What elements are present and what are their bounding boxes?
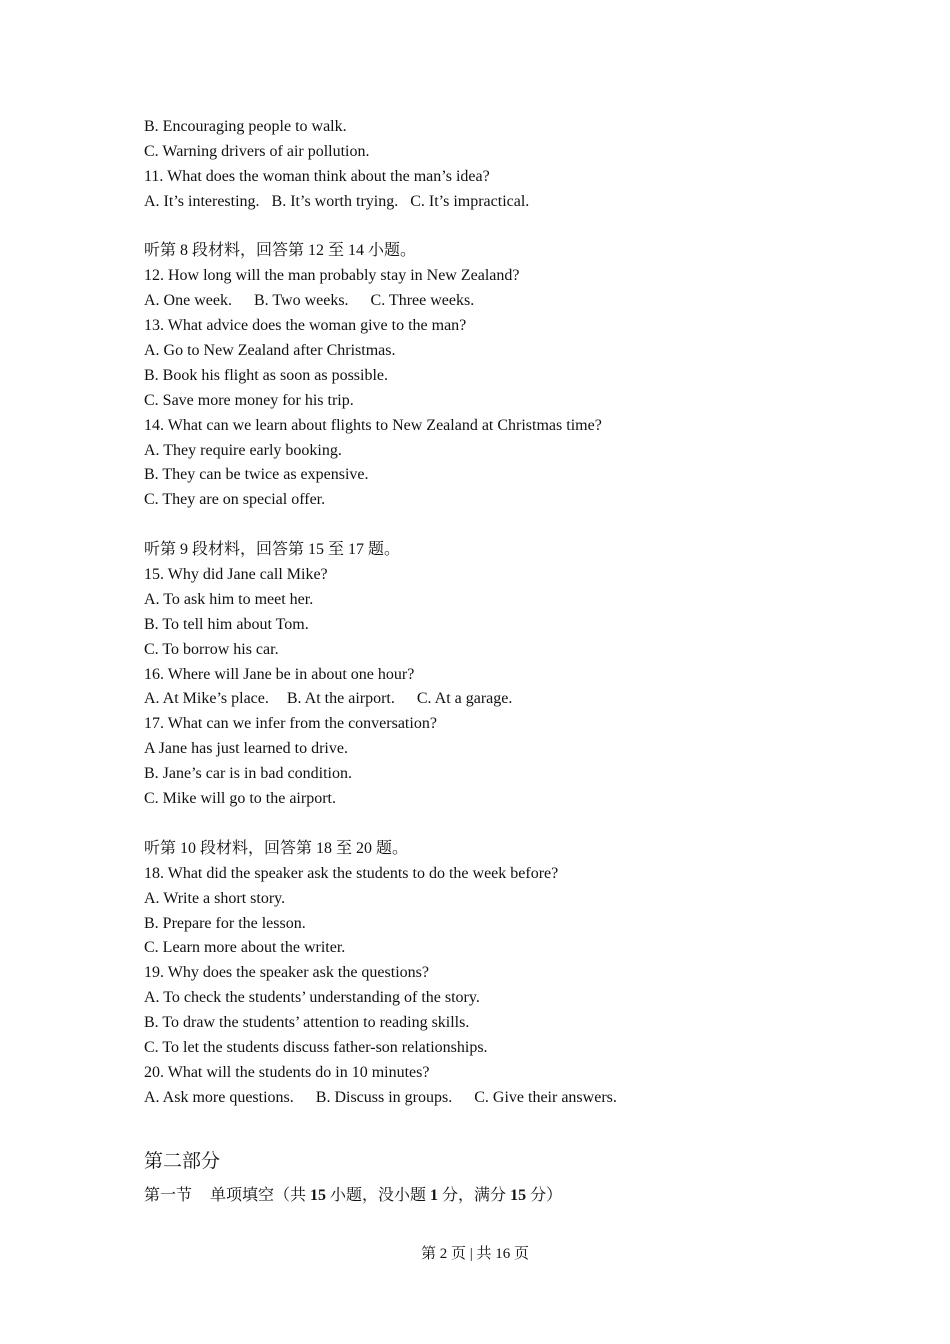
question-count: 15 [310,1186,327,1204]
section-text: 分，满分 [438,1186,511,1204]
section-header-10: 听第 10 段材料，回答第 18 至 20 题。 [144,839,409,857]
option-a: A. Write a short story. [144,889,286,907]
section-label: 第一节 [144,1186,193,1204]
option-a: A. Go to New Zealand after Christmas. [144,342,396,360]
option-c: C. To let the students discuss father-son relationships. [144,1038,488,1056]
options-12 [144,289,864,314]
option-b: B. Prepare for the lesson. [144,914,306,932]
points-each: 1 [430,1186,439,1204]
section-one-title [144,1184,864,1208]
option-a: A. One week. [144,292,232,310]
section-text: 分） [526,1186,563,1204]
option-a: A. To ask him to meet her. [144,590,314,608]
option-c: C. They are on special offer. [144,491,326,509]
question-17: 17. What can we infer from the conversation? [144,715,437,733]
section-header-9: 听第 9 段材料，回答第 15 至 17 题。 [144,541,401,559]
option-b: B. Two weeks. [253,292,349,310]
options-20 [144,1086,864,1111]
option-a: A. They require early booking. [144,441,342,459]
option-c: C. Three weeks. [370,292,475,310]
option-c: C. Learn more about the writer. [144,939,346,957]
option-a: A Jane has just learned to drive. [144,740,348,758]
document-body [144,115,864,1208]
option-b: B. To tell him about Tom. [144,615,309,633]
option-a: A. At Mike’s place. [144,690,269,708]
page-footer: 第 2 页 | 共 16 页 [420,1246,529,1262]
option-b: B. Discuss in groups. [315,1088,453,1106]
option-a: A. To check the students’ understanding of the story. [144,989,480,1007]
section-header-8: 听第 8 段材料，回答第 12 至 14 小题。 [144,242,417,260]
option-c: C. Give their answers. [474,1088,617,1106]
option-c: C. To borrow his car. [144,640,279,658]
question-13: 13. What advice does the woman give to the man? [144,317,467,335]
option-c: C. Mike will go to the airport. [144,790,336,808]
options-16 [144,687,864,712]
option-b: B. Jane’s car is in bad condition. [144,765,352,783]
question-12: 12. How long will the man probably stay in New Zealand? [144,267,520,285]
option-line: B. Encouraging people to walk. [144,118,347,135]
option-line: C. Warning drivers of air pollution. [144,142,370,160]
option-b: B. Book his flight as soon as possible. [144,366,389,384]
option-a: A. Ask more questions. [144,1088,294,1106]
options-11 [144,190,864,215]
part-two-title: 第二部分 [144,1150,221,1172]
question-11: 11. What does the woman think about the man’s idea? [144,167,490,185]
option-c: C. It’s impractical. [410,192,530,210]
option-b: B. At the airport. [286,690,395,708]
option-c: C. At a garage. [416,690,513,708]
total-points: 15 [510,1186,527,1204]
question-19: 19. Why does the speaker ask the questions? [144,964,429,982]
option-b: B. They can be twice as expensive. [144,466,369,484]
question-20: 20. What will the students do in 10 minutes? [144,1063,430,1081]
option-a: A. It’s interesting. [144,192,260,210]
section-text: 小题，没小题 [326,1186,431,1204]
option-b: B. To draw the students’ attention to reading skills. [144,1014,470,1032]
question-14: 14. What can we learn about flights to New Zealand at Christmas time? [144,416,602,434]
section-text: 单项填空（共 [210,1186,311,1204]
option-c: C. Save more money for his trip. [144,391,354,409]
option-b: B. It’s worth trying. [271,192,399,210]
question-18: 18. What did the speaker ask the students to do the week before? [144,864,559,882]
question-16: 16. Where will Jane be in about one hour? [144,665,415,683]
question-15: 15. Why did Jane call Mike? [144,566,328,584]
